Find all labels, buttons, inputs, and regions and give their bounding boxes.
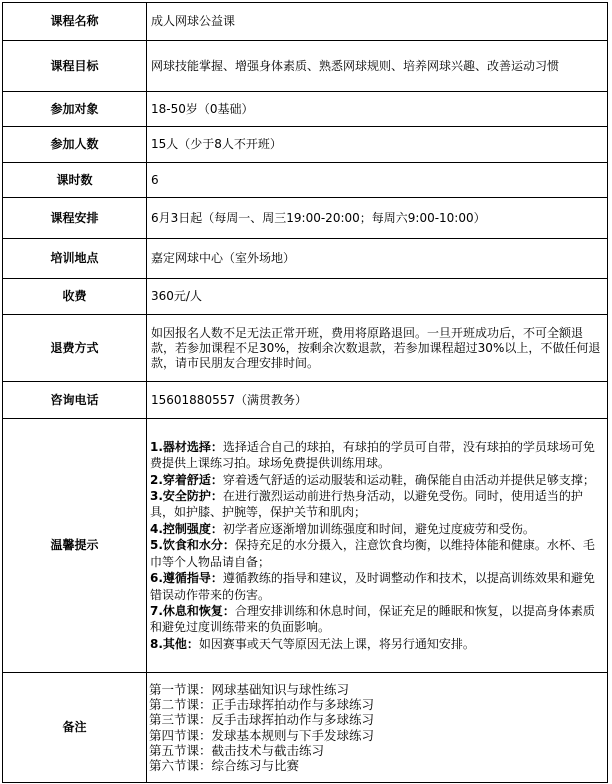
row-tips xyxy=(3,419,608,673)
tips-item-head: 4.控制强度： xyxy=(150,521,223,536)
label-location: 培训地点 xyxy=(3,239,147,279)
tips-item xyxy=(150,439,604,472)
tips-item-text: 选择适合自己的球拍，有球拍的学员可自带，没有球拍的学员球场可免费提供上课练习拍。球场免费提供训练用球。 xyxy=(150,439,595,471)
value-schedule: 6月3日起（每周一、周三19:00-20:00；每周六9:00-10:00） xyxy=(147,198,608,239)
value-fee: 360元/人 xyxy=(147,279,608,315)
tips-item-text: 初学者应逐渐增加训练强度和时间，避免过度疲劳和受伤。 xyxy=(222,521,535,536)
label-course-goal: 课程目标 xyxy=(3,41,147,92)
lesson-item: 第一节课：网球基础知识与球性练习 xyxy=(149,681,350,697)
value-participants: 15人（少于8人不开班） xyxy=(147,127,608,163)
tips-item-text: 保持充足的水分摄入，注意饮食均衡，以维持体能和健康。水杯、毛巾等个人物品请自备； xyxy=(150,538,595,569)
label-tips: 温馨提示 xyxy=(3,419,147,673)
tips-item xyxy=(150,472,604,488)
row-notes xyxy=(3,673,608,783)
tips-item-head: 3.安全防护： xyxy=(150,489,223,504)
tips-item-head: 5.饮食和水分： xyxy=(150,538,235,553)
tips-item xyxy=(150,537,604,570)
row-fee xyxy=(3,279,608,315)
tips-item-head: 6.遵循指导： xyxy=(150,571,223,586)
tips-item xyxy=(150,570,604,603)
row-hours xyxy=(3,163,608,198)
lessons-list xyxy=(147,673,608,783)
label-audience: 参加对象 xyxy=(3,92,147,127)
row-location xyxy=(3,239,608,279)
tips-item-head: 1.器材选择： xyxy=(150,439,223,454)
row-participants xyxy=(3,127,608,163)
lesson-item: 第二节课：正手击球挥拍动作与多球练习 xyxy=(149,697,375,713)
lesson-item: 第六节课：综合练习与比赛 xyxy=(149,757,300,773)
value-location: 嘉定网球中心（室外场地） xyxy=(147,239,608,279)
row-refund xyxy=(3,315,608,382)
row-phone xyxy=(3,382,608,419)
label-course-name: 课程名称 xyxy=(3,3,147,41)
label-fee: 收费 xyxy=(3,279,147,315)
row-course-name xyxy=(3,3,608,41)
tips-item xyxy=(150,521,604,537)
value-course-name: 成人网球公益课 xyxy=(147,3,608,41)
value-course-goal: 网球技能掌握、增强身体素质、熟悉网球规则、培养网球兴趣、改善运动习惯 xyxy=(147,41,608,92)
course-info-table xyxy=(2,2,608,783)
label-notes: 备注 xyxy=(3,673,147,783)
row-course-goal xyxy=(3,41,608,92)
row-schedule xyxy=(3,198,608,239)
tips-item xyxy=(150,636,604,652)
tips-item xyxy=(150,488,604,521)
value-hours: 6 xyxy=(147,163,608,198)
value-refund: 如因报名人数不足无法正常开班，费用将原路退回。一旦开班成功后，不可全额退款，若参加课程不足30%，按剩余次数退款，若参加课程超过30%以上，不做任何退款，请市民朋友合理安排时间。 xyxy=(147,315,608,382)
tips-item-head: 7.休息和恢复： xyxy=(150,603,235,618)
lesson-item: 第三节课：反手击球挥拍动作与多球练习 xyxy=(149,712,375,728)
tips-list xyxy=(147,419,608,673)
label-phone: 咨询电话 xyxy=(3,382,147,419)
tips-item-text: 如因赛事或天气等原因无法上课，将另行通知安排。 xyxy=(198,636,475,651)
row-audience xyxy=(3,92,608,127)
tips-item-text: 合理安排训练和休息时间，保证充足的睡眠和恢复，以提高身体素质和避免过度训练带来的负面影响。 xyxy=(150,603,595,635)
tips-item-head: 2.穿着舒适： xyxy=(150,472,223,487)
lesson-item: 第四节课：发球基本规则与下手发球练习 xyxy=(149,727,375,743)
value-audience: 18-50岁（0基础） xyxy=(147,92,608,127)
value-phone: 15601880557（满贯教务） xyxy=(147,382,608,419)
tips-item-text: 在进行激烈运动前进行热身活动，以避免受伤。同时，使用适当的护具，如护膝、护腕等，保护关节和肌肉； xyxy=(150,489,583,520)
tips-item xyxy=(150,603,604,636)
lesson-item: 第五节课：截击技术与截击练习 xyxy=(149,742,325,758)
label-participants: 参加人数 xyxy=(3,127,147,163)
label-hours: 课时数 xyxy=(3,163,147,198)
label-refund: 退费方式 xyxy=(3,315,147,382)
label-schedule: 课程安排 xyxy=(3,198,147,239)
tips-item-text: 遵循教练的指导和建议，及时调整动作和技术，以提高训练效果和避免错误动作带来的伤害。 xyxy=(150,571,595,602)
tips-item-text: 穿着透气舒适的运动服装和运动鞋，确保能自由活动并提供足够支撑； xyxy=(222,472,595,487)
tips-item-head: 8.其他： xyxy=(150,636,199,651)
